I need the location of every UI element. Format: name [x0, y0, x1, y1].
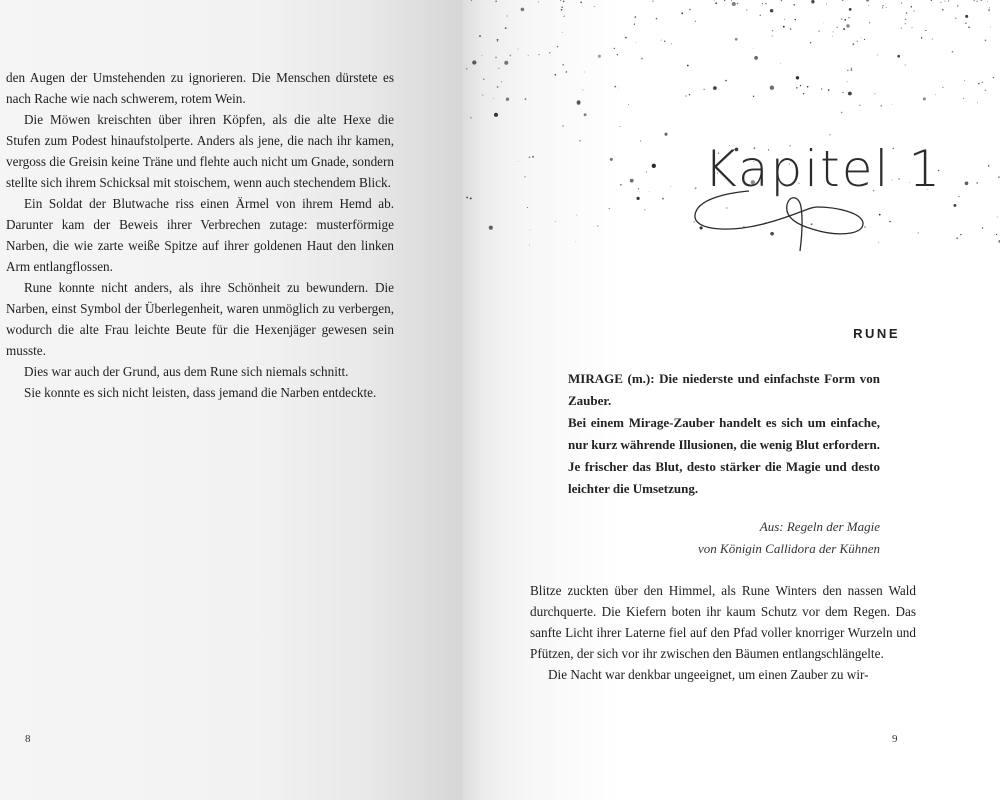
- left-paragraph-4: Rune konnte nicht anders, als ihre Schönheit zu bewundern. Die Narben, einst Symbol der Überlegenheit, waren unmöglich zu verbergen, wodurch die alte Frau leichte Beute für die Hexenjäger gewesen sein musste.: [6, 280, 394, 358]
- star-dot: [931, 0, 932, 1]
- star-dot: [637, 197, 640, 200]
- star-dot: [625, 37, 627, 39]
- star-dot: [713, 86, 717, 90]
- star-dot: [493, 98, 494, 99]
- star-dot: [906, 12, 908, 14]
- star-dot: [715, 2, 717, 4]
- star-dot: [505, 27, 507, 29]
- star-dot: [901, 28, 902, 29]
- star-dot: [810, 42, 811, 43]
- star-dot: [521, 8, 525, 12]
- left-paragraph-2: Die Möwen kreischten über ihren Köpfen, als die alte Hexe die Stufen zum Podest hinaufstolperte. Anders als jene, die nach ihr kamen, vergoss die Greisin keine Träne und flehte auch nicht um Gnade, sondern stellte sich ihrem Schicksal mit stoischem, wenn auch stechendem Blick.: [6, 112, 394, 190]
- star-dot: [563, 64, 564, 65]
- star-dot: [582, 89, 583, 90]
- star-dot: [861, 37, 862, 38]
- star-dot: [987, 1, 988, 2]
- star-dot: [921, 37, 923, 39]
- left-paragraph-6: Sie konnte es sich nicht leisten, dass jemand die Narben entdeckte.: [24, 385, 377, 400]
- star-dot: [561, 9, 562, 10]
- right-page: [462, 0, 1000, 800]
- star-dot: [976, 182, 978, 184]
- star-dot: [472, 60, 476, 64]
- star-dot: [664, 41, 665, 42]
- star-dot: [652, 0, 654, 2]
- star-dot: [772, 35, 773, 36]
- star-dot: [671, 43, 672, 44]
- star-dot: [897, 55, 900, 58]
- star-dot: [784, 19, 785, 20]
- star-dot: [528, 55, 529, 56]
- star-dot: [725, 80, 727, 82]
- star-dot: [620, 184, 622, 186]
- star-dot: [640, 140, 641, 141]
- star-dot: [762, 3, 763, 4]
- star-dot: [793, 4, 795, 6]
- star-dot: [990, 26, 991, 27]
- right-page-body: [530, 580, 916, 685]
- star-dot: [882, 5, 883, 6]
- star-dot: [844, 19, 846, 21]
- star-dot: [670, 186, 671, 187]
- star-dot: [988, 165, 990, 167]
- star-dot: [737, 3, 738, 4]
- left-paragraph-3: Ein Soldat der Blutwache riss einen Ärmel von ihrem Hemd ab. Darunter kam der Beweis ihrer Verbrechen zutage: musterförmige Narben, die wie zarte weiße Spitze auf ihrer goldenen Haut den linken Arm entlangflossen.: [6, 196, 394, 274]
- star-dot: [864, 39, 865, 40]
- star-dot: [877, 54, 878, 55]
- star-dot: [856, 41, 857, 42]
- star-dot: [471, 0, 472, 1]
- epigraph-source-title: Aus: Regeln der Magie: [759, 519, 880, 534]
- star-dot: [985, 89, 987, 91]
- star-dot: [800, 85, 801, 86]
- star-dot: [911, 6, 913, 8]
- star-dot: [527, 207, 528, 208]
- star-dot: [882, 7, 883, 8]
- star-dot: [584, 72, 585, 73]
- left-paragraph-1: den Augen der Umstehenden zu ignorieren. Die Menschen dürstete es nach Rache wie nach schwerem, rotem Wein.: [6, 70, 394, 106]
- star-dot: [530, 230, 531, 231]
- star-dot: [566, 71, 567, 72]
- star-dot: [646, 171, 647, 172]
- star-dot: [518, 49, 519, 50]
- star-dot: [965, 181, 969, 185]
- star-dot: [849, 8, 852, 11]
- star-dot: [577, 215, 578, 216]
- star-dot: [504, 61, 508, 65]
- star-dot: [989, 7, 990, 8]
- star-dot: [525, 98, 527, 100]
- right-paragraph-2: Die Nacht war denkbar ungeeignet, um einen Zauber zu wir-: [548, 667, 869, 682]
- star-dot: [932, 39, 933, 40]
- star-dot: [735, 38, 738, 41]
- star-dot: [664, 133, 667, 136]
- star-dot: [780, 63, 781, 64]
- star-dot: [852, 43, 854, 45]
- star-dot: [874, 93, 875, 94]
- star-dot: [560, 0, 561, 1]
- star-dot: [481, 55, 482, 56]
- star-dot: [781, 0, 782, 1]
- star-dot: [549, 52, 550, 53]
- star-dot: [783, 26, 785, 28]
- star-dot: [847, 81, 848, 82]
- star-dot: [918, 232, 919, 233]
- star-dot: [538, 1, 539, 2]
- star-dot: [479, 35, 481, 37]
- star-dot: [847, 70, 849, 72]
- star-dot: [960, 234, 961, 235]
- star-dot: [973, 0, 975, 1]
- star-dot: [483, 79, 484, 80]
- star-dot: [470, 117, 471, 118]
- star-dot: [731, 0, 732, 1]
- star-dot: [846, 24, 849, 27]
- star-dot: [609, 208, 610, 209]
- star-dot: [681, 12, 683, 14]
- star-dot: [704, 89, 705, 90]
- star-dot: [993, 77, 994, 78]
- star-dot: [497, 39, 499, 41]
- epigraph-source-author: von Königin Callidora der Kühnen: [698, 541, 880, 556]
- star-dot: [644, 209, 645, 210]
- star-dot: [892, 104, 893, 105]
- star-dot: [935, 94, 936, 95]
- star-dot: [506, 98, 509, 101]
- star-dot: [563, 1, 564, 2]
- star-dot: [869, 22, 870, 23]
- star-dot: [905, 19, 906, 20]
- star-dot: [978, 83, 980, 85]
- star-dot: [795, 19, 796, 20]
- star-dot: [957, 5, 958, 6]
- star-dot: [594, 6, 595, 7]
- star-dot: [996, 234, 997, 235]
- star-dot: [848, 17, 849, 18]
- star-dot: [649, 191, 650, 192]
- star-dot: [746, 9, 747, 10]
- star-dot: [901, 2, 902, 3]
- star-dot: [538, 54, 539, 55]
- star-dot: [507, 16, 508, 17]
- star-dot: [532, 156, 534, 158]
- star-dot: [562, 125, 564, 127]
- left-page-number: 8: [25, 733, 31, 745]
- left-page: [0, 0, 462, 800]
- star-dot: [685, 95, 687, 97]
- star-dot: [689, 9, 691, 11]
- pov-character-name: RUNE: [853, 326, 900, 341]
- star-dot: [482, 95, 483, 96]
- left-page-body: [6, 67, 394, 403]
- star-dot: [811, 0, 814, 3]
- star-dot: [953, 204, 956, 207]
- star-dot: [466, 68, 467, 69]
- star-dot: [833, 31, 834, 32]
- star-dot: [466, 197, 468, 199]
- star-dot: [617, 54, 618, 55]
- star-dot: [963, 98, 964, 99]
- star-dot: [597, 225, 598, 226]
- star-dot: [495, 57, 497, 59]
- star-dot: [753, 96, 754, 97]
- star-dot: [956, 237, 958, 239]
- star-dot: [641, 58, 643, 60]
- star-dot: [518, 161, 519, 162]
- star-dot: [562, 32, 563, 33]
- star-dot: [988, 9, 990, 11]
- star-dot: [982, 227, 983, 228]
- star-dot: [911, 27, 912, 28]
- star-dot: [982, 81, 984, 83]
- star-dot: [772, 30, 773, 31]
- star-dot: [661, 40, 662, 41]
- star-dot: [828, 89, 830, 91]
- star-dot: [497, 41, 498, 42]
- star-dot: [770, 86, 774, 90]
- star-dot: [997, 217, 998, 218]
- star-dot: [842, 92, 843, 93]
- star-dot: [754, 56, 758, 60]
- star-dot: [843, 28, 845, 30]
- star-dot: [614, 48, 615, 49]
- star-dot: [977, 102, 978, 103]
- right-page-number: 9: [892, 733, 898, 745]
- flourish-ornament: [687, 185, 887, 255]
- star-dot: [501, 81, 502, 82]
- star-dot: [575, 241, 576, 242]
- star-dot: [923, 97, 926, 100]
- epigraph-definition: MIRAGE (m.): Die niederste und einfachste Form von Zauber.: [568, 371, 880, 408]
- star-dot: [634, 23, 635, 24]
- star-dot: [964, 80, 965, 81]
- star-dot: [821, 88, 822, 89]
- star-dot: [529, 245, 530, 246]
- star-dot: [529, 156, 531, 158]
- star-dot: [770, 9, 773, 12]
- star-dot: [557, 46, 559, 48]
- star-dot: [818, 30, 820, 32]
- star-dot: [796, 76, 799, 79]
- star-dot: [638, 188, 639, 189]
- star-dot: [689, 94, 691, 96]
- epigraph-explanation: Bei einem Mirage-Zauber handelt es sich um einfache, nur kurz währende Illusionen, die wenig Blut erfordern. Je frischer das Blut, desto stärker die Magie und desto leichter die Umsetzung.: [568, 415, 880, 496]
- star-dot: [652, 164, 656, 168]
- star-dot: [851, 68, 852, 69]
- star-dot: [925, 30, 926, 31]
- star-dot: [598, 55, 601, 58]
- star-dot: [796, 87, 797, 88]
- star-dot: [618, 88, 619, 89]
- star-dot: [905, 23, 906, 24]
- star-dot: [965, 22, 967, 24]
- star-dot: [968, 26, 970, 28]
- star-dot: [841, 18, 843, 20]
- star-dot: [524, 176, 525, 177]
- star-dot: [837, 27, 838, 28]
- star-dot: [823, 22, 824, 23]
- star-dot: [952, 51, 954, 53]
- star-dot: [803, 93, 804, 94]
- star-dot: [940, 2, 941, 3]
- star-dot: [636, 42, 637, 43]
- star-dot: [851, 69, 853, 71]
- star-dot: [965, 15, 968, 18]
- star-dot: [944, 1, 945, 2]
- star-dot: [790, 28, 791, 29]
- star-dot: [628, 104, 629, 105]
- star-dot: [555, 221, 556, 222]
- star-dot: [577, 101, 581, 105]
- star-dot: [886, 7, 887, 8]
- star-dot: [497, 86, 499, 88]
- star-dot: [687, 65, 689, 67]
- star-dot: [580, 1, 582, 3]
- star-dot: [889, 221, 891, 223]
- star-dot: [829, 134, 830, 135]
- star-dot: [880, 105, 882, 107]
- star-dot: [724, 0, 725, 1]
- star-dot: [470, 197, 472, 199]
- star-dot: [807, 86, 809, 88]
- star-dot: [555, 74, 557, 76]
- star-dot: [981, 0, 983, 1]
- star-dot: [498, 68, 499, 69]
- star-dot: [620, 126, 621, 127]
- chapter-title: Kapitel 1: [704, 140, 943, 198]
- star-dot: [561, 6, 563, 8]
- star-dot: [841, 112, 842, 113]
- star-dot: [494, 113, 498, 117]
- star-dot: [942, 9, 943, 10]
- star-dot: [630, 179, 634, 183]
- star-dot: [826, 3, 827, 4]
- left-paragraph-5: Dies war auch der Grund, aus dem Rune sich niemals schnitt.: [24, 364, 349, 379]
- star-dot: [859, 105, 860, 106]
- star-dot: [765, 3, 766, 4]
- star-dot: [868, 5, 869, 6]
- star-dot: [842, 0, 844, 1]
- epigraph: [568, 368, 880, 500]
- star-dot: [976, 1, 977, 2]
- star-dot: [732, 2, 736, 6]
- star-dot: [866, 0, 869, 2]
- star-dot: [942, 87, 943, 88]
- star-dot: [905, 64, 906, 65]
- star-dot: [985, 39, 987, 41]
- star-dot: [495, 0, 497, 2]
- epigraph-source: [568, 516, 880, 560]
- star-dot: [714, 0, 715, 1]
- star-dot: [579, 140, 581, 142]
- right-paragraph-1: Blitze zuckten über den Himmel, als Rune Winters den nassen Wald durchquerte. Die Kiefern boten ihr kaum Schutz vor dem Regen. Das sanfte Licht ihrer Laterne fiel auf den Pfad voller knorriger Wurzeln und Pfützen, der sich vor ihr zwischen den Bäumen entlangschlängelte.: [530, 583, 916, 661]
- star-dot: [662, 198, 664, 200]
- star-dot: [584, 113, 587, 116]
- star-dot: [610, 158, 613, 161]
- star-dot: [848, 92, 852, 96]
- star-dot: [510, 55, 512, 57]
- star-dot: [614, 86, 616, 88]
- star-dot: [948, 0, 949, 1]
- star-dot: [695, 21, 696, 22]
- star-dot: [832, 36, 833, 37]
- star-dot: [489, 226, 493, 230]
- star-dot: [955, 18, 956, 19]
- star-dot: [656, 18, 658, 20]
- star-dot: [753, 48, 754, 49]
- star-dot: [563, 15, 565, 17]
- star-dot: [958, 196, 959, 197]
- star-dot: [634, 16, 636, 18]
- star-dot: [760, 15, 761, 16]
- star-dot: [914, 10, 915, 11]
